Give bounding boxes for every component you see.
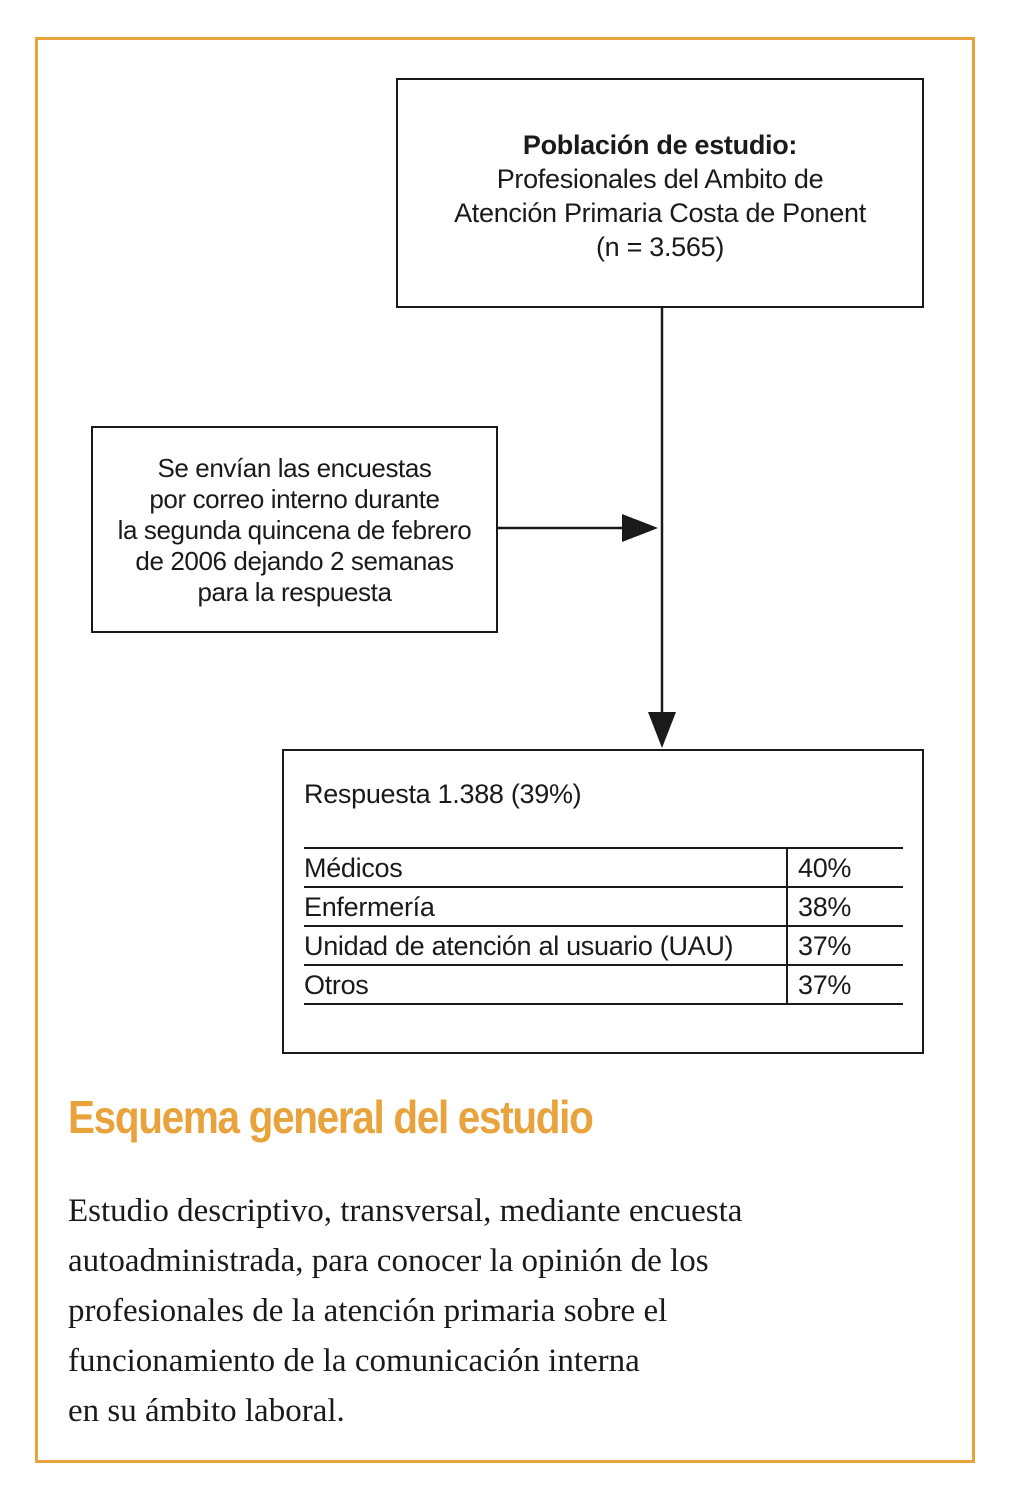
table-row [304,965,903,1004]
description-line: autoadministrada, para conocer la opinión de los [68,1243,709,1279]
population-title: Población de estudio: [522,130,798,160]
response-table [304,847,903,1005]
description-line: en su ámbito laboral. [68,1393,345,1429]
percent-cell: 38% [787,887,903,926]
dispatch-line: para la respuesta [197,577,392,607]
dispatch-line: de 2006 dejando 2 semanas [135,546,454,576]
population-line: Profesionales del Ambito de [496,164,824,194]
population-box [396,78,924,308]
study-description [68,1186,928,1436]
dispatch-box [91,426,498,633]
population-line: Atención Primaria Costa de Ponent [454,198,866,228]
group-cell: Médicos [304,848,787,887]
table-row [304,887,903,926]
table-row [304,926,903,965]
percent-cell: 37% [787,926,903,965]
group-cell: Otros [304,965,787,1004]
group-cell: Enfermería [304,887,787,926]
percent-cell: 37% [787,965,903,1004]
response-title: Respuesta 1.388 (39%) [304,779,582,809]
population-line: (n = 3.565) [595,232,725,262]
description-line: Estudio descriptivo, transversal, mediante encuesta [68,1193,743,1229]
dispatch-line: por correo interno durante [149,484,440,514]
table-row [304,848,903,887]
response-box [282,749,924,1054]
dispatch-line: la segunda quincena de febrero [117,515,472,545]
dispatch-line: Se envían las encuestas [157,453,432,483]
percent-cell: 40% [787,848,903,887]
group-cell: Unidad de atención al usuario (UAU) [304,926,787,965]
description-line: funcionamiento de la comunicación interna [68,1343,640,1379]
section-heading: Esquema general del estudio [68,1091,593,1143]
description-line: profesionales de la atención primaria sobre el [68,1293,668,1329]
